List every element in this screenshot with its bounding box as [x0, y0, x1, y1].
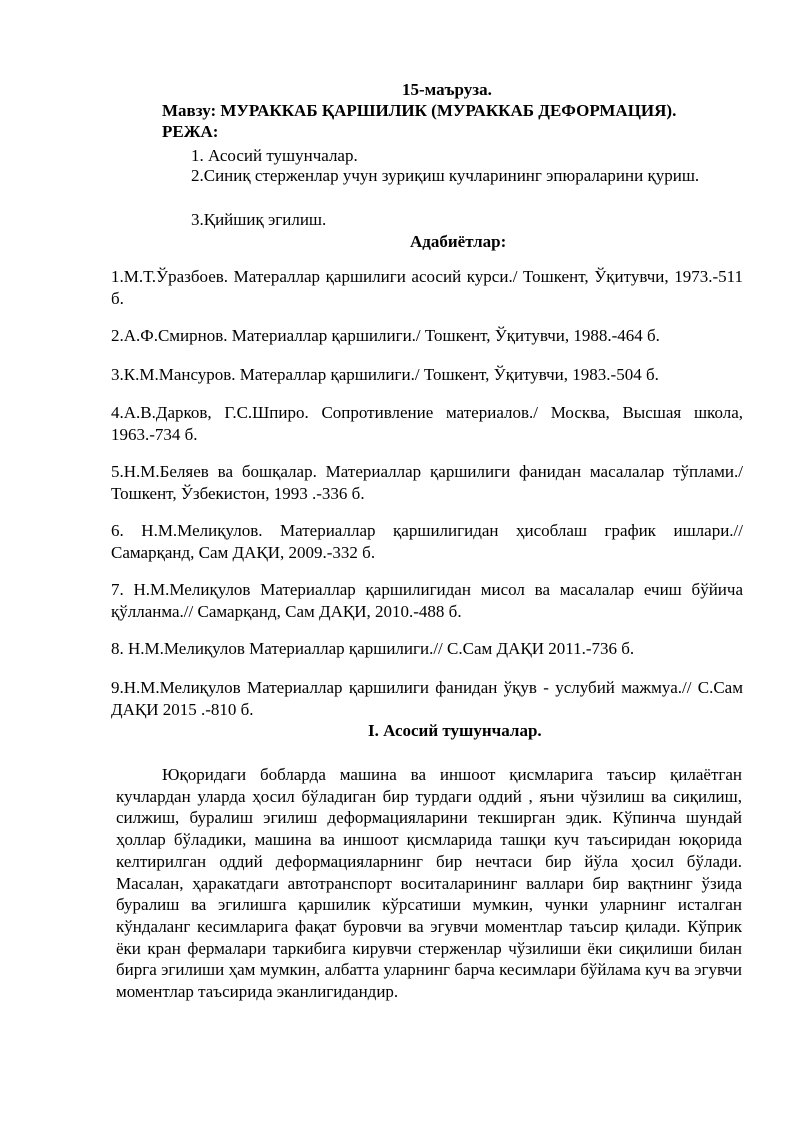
section-heading: I. Асосий тушунчалар. — [368, 721, 542, 740]
reference-item: 1.М.Т.Ўразбоев. Матераллар қаршилиги асосий курси./ Тошкент, Ўқитувчи, 1973.-511 б. — [111, 267, 743, 308]
reference-item: 8. Н.М.Мелиқулов Материаллар қаршилиги.// С.Сам ДАҚИ 2011.-736 б. — [111, 639, 635, 658]
reference-item: 3.К.М.Мансуров. Матераллар қаршилиги./ Тошкент, Ўқитувчи, 1983.-504 б. — [111, 365, 659, 384]
literature-heading: Адабиётлар: — [410, 232, 507, 251]
reference-item: 6. Н.М.Мелиқулов. Материаллар қаршилигидан ҳисоблаш график ишлари.// Самарқанд, Сам ДАҚИ, 2009.-332 б. — [111, 521, 743, 562]
reference-item: 7. Н.М.Мелиқулов Материаллар қаршилигидан мисол ва масалалар ечиш бўйича қўлланма.// Самарқанд, Сам ДАҚИ, 2010.-488 б. — [111, 580, 743, 621]
reference-item: 2.А.Ф.Смирнов. Материаллар қаршилиги./ Тошкент, Ўқитувчи, 1988.-464 б. — [111, 326, 660, 345]
plan-item-3: 3.Қийшиқ эгилиш. — [191, 210, 327, 229]
lecture-number: 15-маъруза. — [402, 80, 492, 99]
plan-item-2: 2.Синиқ стерженлар учун зуриқиш кучларининг эпюраларини қуриш. — [191, 166, 700, 185]
body-paragraph: Юқоридаги бобларда машина ва иншоот қисмларига таъсир қилаётган кучлардан уларда ҳосил бўладиган бир турдаги оддий , яъни чўзилиш ва сиқилиш, силжиш, буралиш эгилиш деформацияларини текширган эдик. Кўпинча шундай ҳоллар бўладики, машина ва иншоот қисмларида ташқи куч таъсиридан юқорида келтирилган оддий деформацияларнинг бир нечтаси бир йўла ҳосил бўлади. Масалан, ҳаракатдаги автотранспорт воситаларининг валлари бир вақтнинг ўзида буралиш ва эгилишга қаршилик кўрсатиши мумкин, чунки уларнинг исталган кўндаланг кесимларига фақат буровчи ва эгувчи моментлар таъсир қилади. Кўприк ёки кран фермалари таркибига кирувчи стерженлар чўзилиши ёки сиқилиши билан бирга эгилиши ҳам мумкин, албатта уларнинг барча кесимлари бўйлама куч ва эгувчи моментлар таъсирида эканлигидандир. — [116, 765, 742, 1002]
topic-title: Мавзу: МУРАККАБ ҚАРШИЛИК (МУРАККАБ ДЕФОРМАЦИЯ). — [162, 101, 677, 120]
reference-item: 5.Н.М.Беляев ва бошқалар. Материаллар қаршилиги фанидан масалалар тўплами./ Тошкент, Ўзбекистон, 1993 .-336 б. — [111, 462, 743, 503]
plan-item-1: 1. Асосий тушунчалар. — [191, 146, 358, 165]
reference-item: 4.А.В.Дарков, Г.С.Шпиро. Сопротивление материалов./ Москва, Высшая школа, 1963.-734 б. — [111, 403, 743, 444]
plan-heading: РЕЖА: — [162, 122, 219, 141]
reference-item: 9.Н.М.Мелиқулов Материаллар қаршилиги фанидан ўқув - услубий мажмуа.// С.Сам ДАҚИ 2015 .-810 б. — [111, 678, 743, 719]
